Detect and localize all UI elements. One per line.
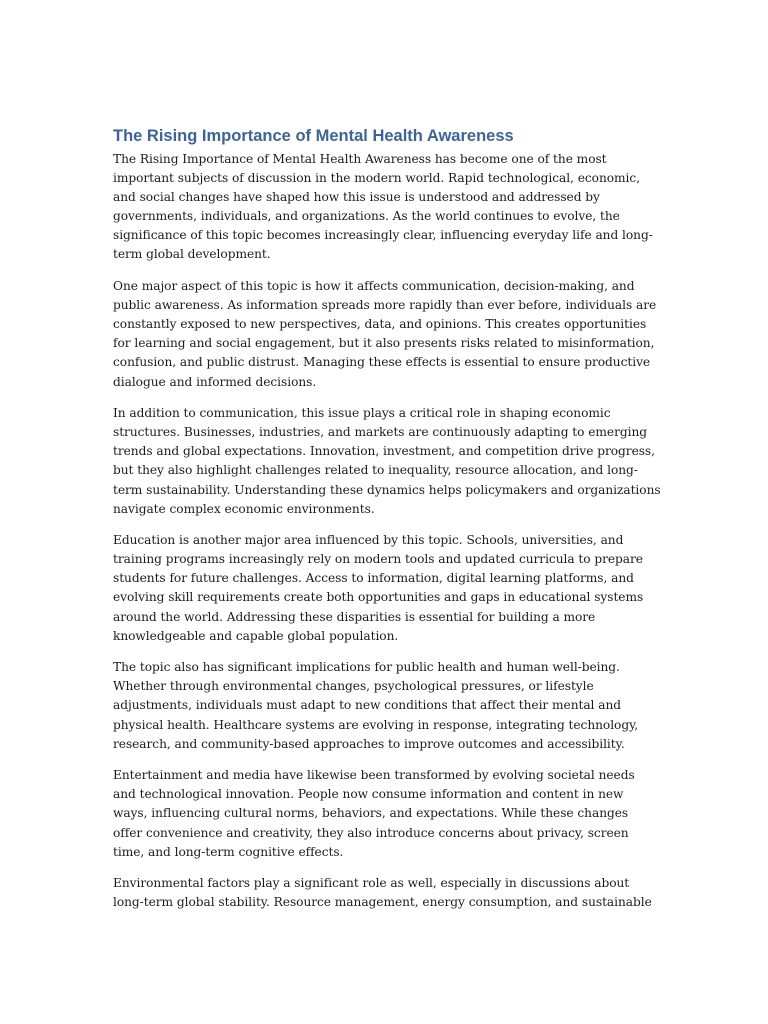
paragraph-1: The Rising Importance of Mental Health Awareness has become one of the most important subjects of discussion in the modern world. Rapid technological, economic, and social changes have shaped how this issue is understood and addressed by governments, individuals, and organizations. As the world continues to evolve, the significance of this topic becomes increasingly clear, influencing everyday life and long-term global development. (113, 152, 653, 262)
paragraph-4: Education is another major area influenced by this topic. Schools, universities, and training programs increasingly rely on modern tools and updated curricula to prepare students for future challenges. Access to information, digital learning platforms, and evolving skill requirements create both opportunities and gaps in educational systems around the world. Addressing these disparities is essential for building a more knowledgeable and capable global population. (113, 533, 644, 643)
paragraph-2: One major aspect of this topic is how it affects communication, decision-making, and public awareness. As information spreads more rapidly than ever before, individuals are constantly exposed to new perspectives, data, and opinions. This creates opportunities for learning and social engagement, but it also presents risks related to misinformation, confusion, and public distrust. Managing these effects is essential to ensure productive dialogue and informed decisions. (113, 279, 657, 389)
document-title: The Rising Importance of Mental Health Awareness (113, 127, 514, 145)
paragraph-3: In addition to communication, this issue plays a critical role in shaping economic structures. Businesses, industries, and markets are continuously adapting to emerging trends and global expectations. Innovation, investment, and competition drive progress, but they also highlight challenges related to inequality, resource allocation, and long-term sustainability. Understanding these dynamics helps policymakers and organizations navigate complex economic environments. (113, 406, 661, 516)
paragraph-7: Environmental factors play a significant role as well, especially in discussions about long-term global stability. Resource management, energy consumption, and sustainable (113, 876, 652, 910)
paragraph-6: Entertainment and media have likewise been transformed by evolving societal needs and technological innovation. People now consume information and content in new ways, influencing cultural norms, behaviors, and expectations. While these changes offer convenience and creativity, they also introduce concerns about privacy, screen time, and long-term cognitive effects. (113, 768, 635, 859)
paragraph-5: The topic also has significant implications for public health and human well-being. Whether through environmental changes, psychological pressures, or lifestyle adjustments, individuals must adapt to new conditions that affect their mental and physical health. Healthcare systems are evolving in response, integrating technology, research, and community-based approaches to improve outcomes and accessibility. (113, 660, 639, 751)
document-body (113, 125, 661, 925)
